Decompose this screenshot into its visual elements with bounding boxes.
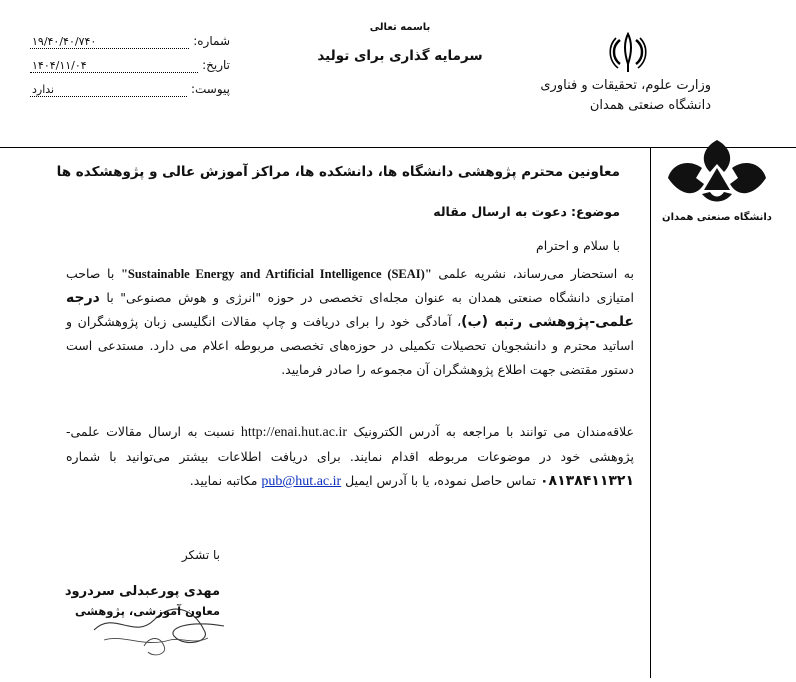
subject-label: موضوع: (570, 204, 620, 219)
email-link[interactable]: pub@hut.ac.ir (261, 474, 342, 489)
letter-attachment-value: ندارد (30, 83, 187, 97)
p2-text-c: تماس حاصل نموده، یا با آدرس ایمیل (341, 473, 540, 488)
signature-drawing (84, 590, 234, 660)
p1-text-c: ، آمادگی خود را برای دریافت و چاپ مقالات انگلیسی زبان پژوهشگران و اساتید محترم و دانشجویان تحصیلات تکمیلی در حوزه‌های تخصصی مربوطه اعلام می دارد. مستدعی است دستور مقتضی جهت اطلاع پژوهشگران آن مجموعه را صادر فرمایید. (66, 314, 634, 377)
university-logo-icon (662, 138, 772, 210)
margin-divider (650, 148, 651, 678)
letter-number-value: ۱۹/۴۰/۴۰/۷۴۰ (30, 35, 189, 49)
letter-attachment-label: پیوست: (190, 82, 230, 96)
p2-text-b: نسبت به ارسال مقالات علمی-پژوهشی خود در موضوعات مربوطه اقدام نمایند. برای دریافت اطلاعات بیشتر می‌توانید با شماره (66, 424, 634, 464)
journal-degree: درجه علمی-پژوهشی رتبه (ب) (66, 290, 634, 330)
journal-name: "Sustainable Energy and Artificial Intelligence (SEAI)" (120, 267, 432, 281)
subject (433, 204, 620, 219)
iran-emblem-icon (606, 30, 650, 74)
letter-attachment (30, 82, 230, 97)
p1-text-a: به استحضار می‌رساند، نشریه علمی (431, 266, 634, 281)
p2-text-d: مکاتبه نمایید. (189, 473, 262, 488)
ministry-block (540, 76, 711, 116)
p1-text-b: با صاحب امتیازی دانشگاه صنعتی همدان به عنوان مجله‌ای تخصصی در حوزه "انرژی و هوش مصنوعی" با (66, 266, 634, 305)
subject-value: دعوت به ارسال مقاله (433, 204, 567, 219)
bismillah: باسمه تعالی (369, 22, 431, 33)
letter-date-value: ۱۴۰۴/۱۱/۰۴ (30, 59, 198, 73)
signer-name: مهدی پورعبدلی سردرود (64, 584, 220, 599)
letter-date (30, 58, 230, 73)
website-link[interactable]: http://enai.hut.ac.ir (240, 425, 348, 440)
ministry-name: وزارت علوم، تحقیقات و فناوری (540, 78, 711, 93)
greeting: با سلام و احترام (536, 238, 620, 253)
letter-number (30, 34, 230, 49)
paragraph-1 (66, 262, 634, 382)
letter-number-label: شماره: (193, 34, 230, 48)
university-name: دانشگاه صنعتی همدان (589, 98, 711, 113)
year-slogan: سرمایه گذاری برای تولید (317, 48, 483, 64)
letter-date-label: تاریخ: (202, 58, 230, 72)
phone-number: ۰۸۱۳۸۴۱۱۳۲۱ (540, 473, 634, 489)
p2-text-a: علاقه‌مندان می توانند با مراجعه به آدرس الکترونیک (347, 424, 634, 439)
logo-caption: دانشگاه صنعتی همدان (662, 212, 772, 223)
paragraph-2 (66, 420, 634, 494)
recipient: معاونین محترم پژوهشی دانشگاه ها، دانشکده ها، مراکز آموزش عالی و پژوهشکده ها (56, 164, 620, 180)
signer-title: معاون آموزشی، پژوهشی (74, 604, 220, 618)
closing-thanks: با تشکر (181, 548, 220, 562)
